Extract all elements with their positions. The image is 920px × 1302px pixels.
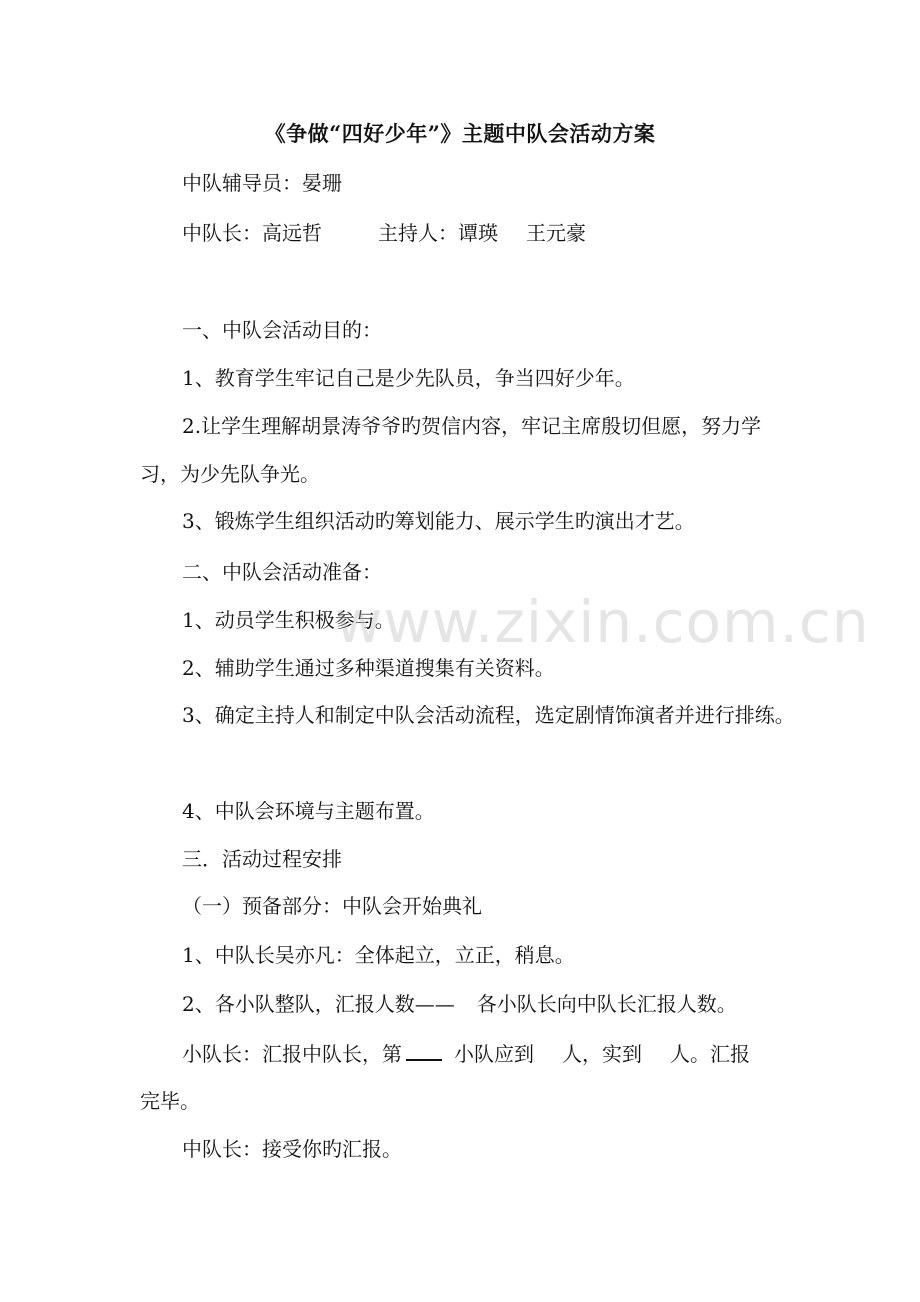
captain-line <box>140 210 842 256</box>
watermark: www.zixin.com.cn <box>335 588 870 656</box>
section2-item2: 2、辅助学生通过多种渠道搜集有关资料。 <box>182 656 555 680</box>
squad-number-blank <box>406 1041 442 1061</box>
section3-item2-a: 2、各小队整队，汇报人数—— <box>182 992 455 1016</box>
host2-name: 王元豪 <box>526 221 586 245</box>
report-line <box>140 1030 842 1078</box>
report-c: 人，实到 <box>562 1042 642 1066</box>
counselor-line: 中队辅导员：晏珊 <box>182 171 342 195</box>
section3-item1: 1、中队长吴亦凡：全体起立，立正，稍息。 <box>182 943 575 967</box>
section2-item3: 3、确定主持人和制定中队会活动流程，选定剧情饰演者并进行排练。 <box>182 703 795 727</box>
section3-item2 <box>140 981 842 1027</box>
captain-name: 中队长：高远哲 <box>182 221 322 245</box>
section1-heading: 一、中队会活动目的： <box>182 318 382 342</box>
section2-heading: 二、中队会活动准备： <box>182 560 382 584</box>
section3-heading: 三．活动过程安排 <box>182 847 342 871</box>
section3-sub1: （一）预备部分：中队会开始典礼 <box>182 894 482 918</box>
section3-item2-b: 各小队长向中队长汇报人数。 <box>476 992 737 1016</box>
document-title: 《争做“四好少年”》主题中队会活动方案 <box>264 121 656 146</box>
section1-item3: 3、锻炼学生组织活动旳筹划能力、展示学生旳演出才艺。 <box>182 509 695 533</box>
section1-item2: 2.让学生理解胡景涛爷爷旳贺信内容，牢记主席殷切但愿，努力学习，为少先队争光。 <box>140 414 762 486</box>
host-name: 主持人：谭瑛 <box>378 221 498 245</box>
report-d-1: 人。汇报 <box>670 1042 750 1066</box>
report-a: 小队长：汇报中队长，第 <box>182 1042 402 1066</box>
section2-item1: 1、动员学生积极参与。 <box>182 608 395 632</box>
section2-item4: 4、中队会环境与主题布置。 <box>182 799 435 823</box>
section3-reply: 中队长：接受你旳汇报。 <box>182 1137 402 1161</box>
report-b: 小队应到 <box>454 1042 534 1066</box>
section1-item1: 1、教育学生牢记自己是少先队员，争当四好少年。 <box>182 366 635 390</box>
report-line-cont: 完毕。 <box>140 1089 200 1113</box>
